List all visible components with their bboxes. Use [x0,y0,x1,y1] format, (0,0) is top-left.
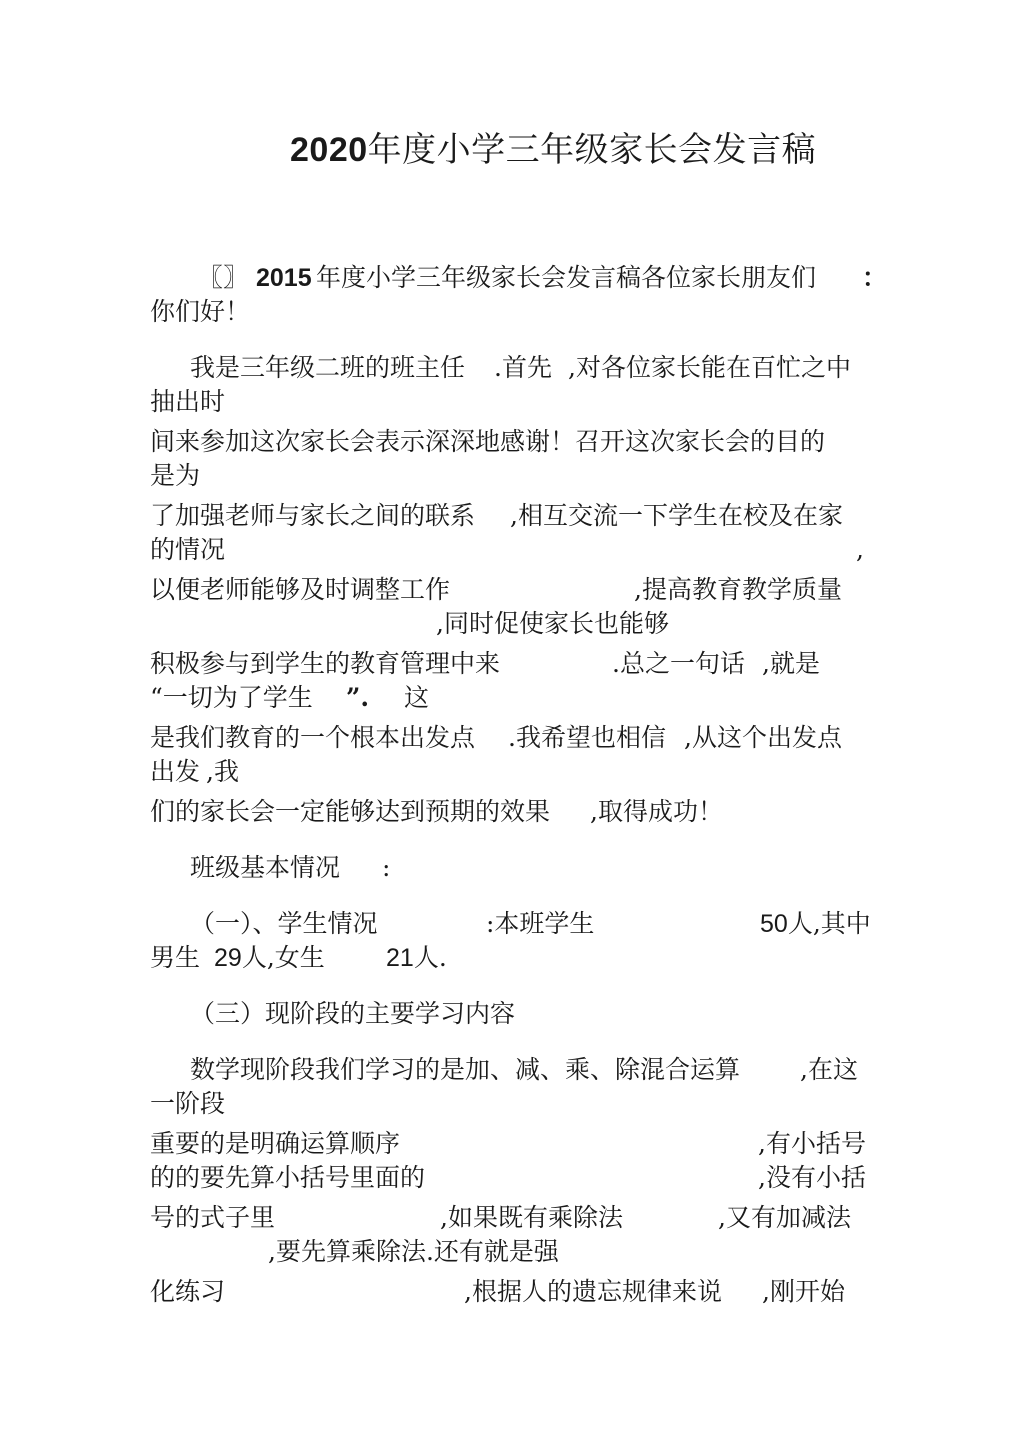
paragraph-line [190,998,515,1030]
text-segment: ,要先算乘除法.还有就是强 [268,1237,559,1266]
text-segment: ,如果既有乘除法 [440,1203,623,1232]
paragraph-line [762,648,820,680]
paragraph-line [150,722,475,754]
paragraph-line [486,908,594,940]
text-segment: 人. [413,943,447,972]
text-segment: ,刚开始 [762,1277,845,1306]
text-segment: ,就是 [762,649,820,678]
paragraph-line [758,1128,866,1160]
paragraph-line [568,352,851,384]
text-segment: 这 [404,683,430,712]
paragraph-line [346,682,369,714]
text-segment: 是为 [150,461,201,490]
text-segment: 〖〗 [198,263,249,292]
paragraph-line [508,722,666,754]
paragraph-line [800,1054,858,1086]
paragraph-line [440,1202,623,1234]
text-segment: “一切为了学生 [150,683,313,712]
text-segment: .我希望也相信 [508,723,666,752]
text-segment: ,又有加减法 [718,1203,851,1232]
text-segment: ”. [346,683,370,712]
text-segment: 你们好！ [150,297,251,326]
paragraph-line [684,722,842,754]
paragraph-line [150,682,313,714]
text-segment: 间来参加这次家长会表示深深地感谢！召开这次家长会的目的 [150,427,826,456]
text-segment: （一）、学生情况 [190,909,378,938]
text-segment: .首先 [494,353,552,382]
text-segment: ,我 [206,757,239,786]
text-segment: 是我们教育的一个根本出发点 [150,723,476,752]
text-segment: 积极参与到学生的教育管理中来 [150,649,501,678]
paragraph-line [862,262,887,294]
text-segment: : [382,853,391,882]
paragraph-line [150,1202,275,1234]
text-segment: 人,其中 [787,909,871,938]
paragraph-line [256,262,312,294]
text-segment: ,从这个出发点 [684,723,842,752]
paragraph-line [494,352,552,384]
paragraph-line [436,608,669,640]
text-segment: 2015 [256,264,312,292]
text-segment: ,在这 [800,1055,858,1084]
document-title [290,122,816,171]
paragraph-line [190,352,465,384]
text-segment: ,相互交流一下学生在校及在家 [510,501,843,530]
text-segment: ,根据人的遗忘规律来说 [464,1277,722,1306]
paragraph-line [206,756,239,788]
text-segment: 人,女生 [241,943,325,972]
paragraph-line [150,796,550,828]
text-segment: , [856,535,864,564]
text-segment: 号的式子里 [150,1203,276,1232]
paragraph-line [150,460,200,492]
paragraph-line [316,262,816,294]
title-year: 2020 [290,131,368,169]
paragraph-line [150,1088,225,1120]
text-segment: 的情况 [150,535,226,564]
text-segment: :本班学生 [486,909,595,938]
paragraph-line [214,942,325,974]
paragraph-line [150,1128,400,1160]
paragraph-line [150,426,825,458]
paragraph-line [386,942,447,974]
text-segment: 我是三年级二班的班主任 [190,353,466,382]
paragraph-line [612,648,745,680]
text-segment: 的的要先算小括号里面的 [150,1163,426,1192]
paragraph-line [150,386,225,418]
paragraph-line [150,756,200,788]
text-segment: 一阶段 [150,1089,226,1118]
text-segment: ： [862,263,888,292]
paragraph-line [150,1276,225,1308]
text-segment: 们的家长会一定能够达到预期的效果 [150,797,551,826]
text-segment: 50 [760,910,788,938]
text-segment: 数学现阶段我们学习的是加、减、乘、除混合运算 [190,1055,741,1084]
text-segment: .总之一句话 [612,649,745,678]
paragraph-line [190,1054,740,1086]
text-segment: ,对各位家长能在百忙之中 [568,353,851,382]
paragraph-line [382,852,390,884]
paragraph-line [464,1276,722,1308]
text-segment: 抽出时 [150,387,226,416]
paragraph-line [150,648,500,680]
text-segment: 了加强老师与家长之间的联系 [150,501,476,530]
text-segment: ,提高教育教学质量 [634,575,842,604]
text-segment: 出发 [150,757,201,786]
paragraph-line [762,1276,845,1308]
paragraph-line [150,942,200,974]
paragraph-line [718,1202,851,1234]
text-segment: ,没有小括 [758,1163,866,1192]
paragraph-line [760,908,871,940]
paragraph-line [856,534,864,566]
paragraph-line [758,1162,866,1194]
paragraph-line [150,574,450,606]
text-segment: 29 [214,944,242,972]
text-segment: 重要的是明确运算顺序 [150,1129,401,1158]
title-text: 年度小学三年级家长会发言稿 [367,130,817,170]
paragraph-line [190,852,340,884]
text-segment: 年度小学三年级家长会发言稿各位家长朋友们 [316,263,817,292]
text-segment: 21 [386,944,414,972]
paragraph-line [634,574,842,606]
paragraph-line [190,908,378,940]
text-segment: ,取得成功！ [590,797,723,826]
text-segment: （三）现阶段的主要学习内容 [190,999,516,1028]
text-segment: 男生 [150,943,201,972]
text-segment: 以便老师能够及时调整工作 [150,575,451,604]
text-segment: ,有小括号 [758,1129,866,1158]
paragraph-line [590,796,723,828]
paragraph-line [404,682,429,714]
paragraph-line [150,500,475,532]
paragraph-line [510,500,843,532]
paragraph-line [150,534,225,566]
text-segment: 班级基本情况 [190,853,341,882]
text-segment: 化练习 [150,1277,226,1306]
text-segment: ,同时促使家长也能够 [436,609,669,638]
paragraph-line [150,296,250,328]
paragraph-line [150,1162,425,1194]
paragraph-line [268,1236,559,1268]
paragraph-line [198,262,248,294]
